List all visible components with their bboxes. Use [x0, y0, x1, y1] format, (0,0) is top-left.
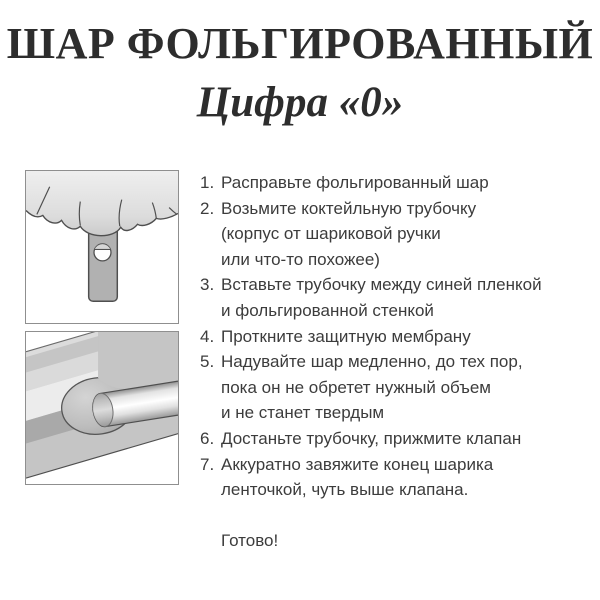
step-text: и фольгированной стенкой [221, 300, 434, 320]
step-text: (корпус от шариковой ручки [221, 224, 441, 244]
step-number: 7. [200, 454, 215, 474]
done-line [200, 528, 595, 554]
step-text: и не станет твердым [221, 403, 385, 423]
step-number: 2. [200, 198, 215, 218]
instruction-line [200, 400, 595, 426]
instruction-line [200, 477, 595, 503]
step-text: Проткните защитную мембрану [221, 326, 471, 346]
balloon-body [26, 171, 178, 236]
instruction-line [200, 170, 595, 196]
page-title: ШАР ФОЛЬГИРОВАННЫЙ [6, 19, 594, 68]
step-text: Надувайте шар медленно, до тех пор, [221, 352, 523, 372]
done-text: Готово! [221, 531, 279, 551]
instruction-line [200, 196, 595, 222]
step-text: или что-то похожее) [221, 249, 380, 269]
straw-insertion-figure [25, 331, 179, 485]
straw-in-valve-illustration [26, 332, 178, 484]
instruction-line [200, 298, 595, 324]
step-text: ленточкой, чуть выше клапана. [221, 480, 469, 500]
instruction-list [200, 170, 595, 554]
step-number: 1. [200, 173, 215, 192]
step-text: Расправьте фольгированный шар [221, 173, 489, 192]
step-number: 5. [200, 352, 215, 372]
instruction-line [200, 375, 595, 401]
instruction-line [200, 221, 595, 247]
page-subtitle: Цифра «0» [196, 79, 404, 126]
instruction-line [200, 272, 595, 298]
step-text: Достаньте трубочку, прижмите клапан [221, 428, 522, 448]
instruction-line [200, 426, 595, 452]
step-number: 6. [200, 428, 215, 448]
step-text: Возьмите коктейльную трубочку [221, 198, 477, 218]
instruction-line [200, 324, 595, 350]
step-text: Аккуратно завяжите конец шарика [221, 454, 494, 474]
instruction-line [200, 452, 595, 478]
step-text: пока он не обретет нужный объем [221, 377, 491, 397]
instruction-line [200, 247, 595, 273]
step-number: 4. [200, 326, 215, 346]
balloon-valve-figure [25, 170, 179, 324]
instruction-line [200, 349, 595, 375]
step-number: 3. [200, 275, 215, 295]
step-text: Вставьте трубочку между синей пленкой [221, 275, 542, 295]
balloon-bottom-illustration [26, 171, 178, 323]
valve-strip-cover [98, 332, 178, 389]
